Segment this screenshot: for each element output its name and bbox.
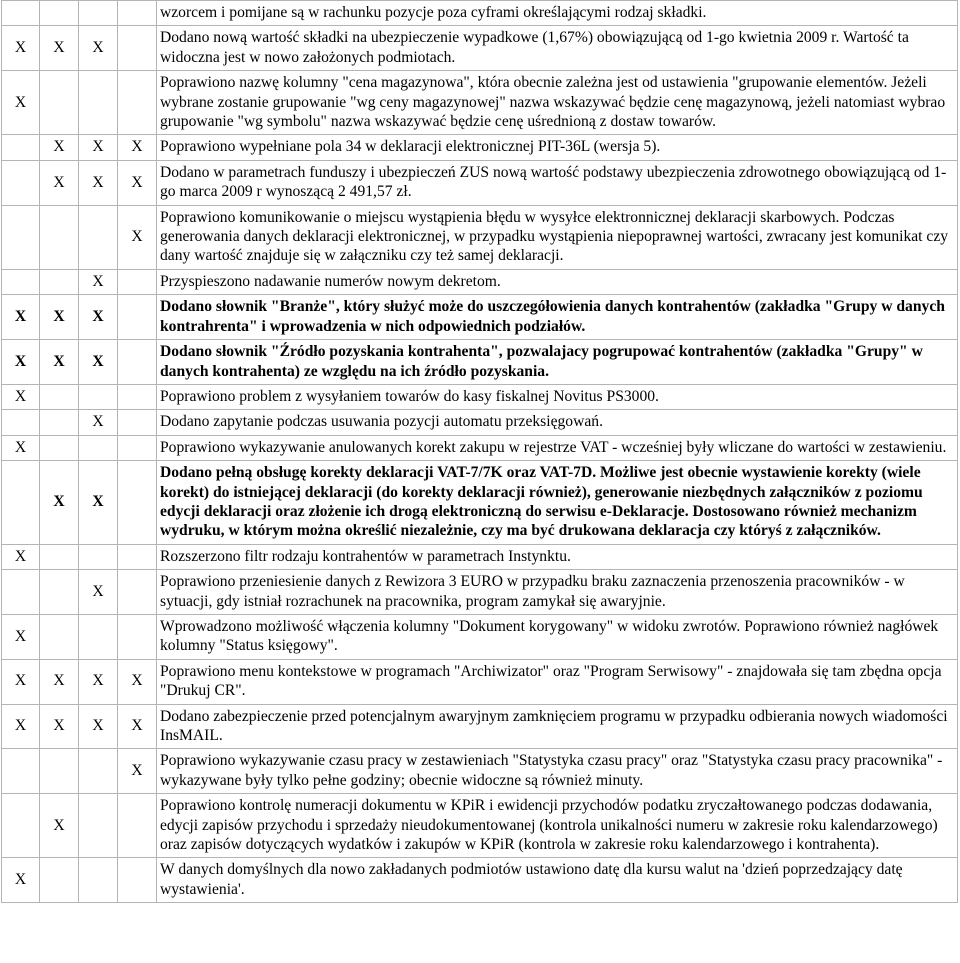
module-mark-col-3 xyxy=(79,858,118,903)
change-description: Poprawiono menu kontekstowe w programach "Archiwizator" oraz "Program Serwisowy" - znajdowała się tam zbędna opcja "Drukuj CR". xyxy=(157,659,958,704)
module-mark-col-3 xyxy=(79,71,118,135)
module-mark-col-1: X xyxy=(2,704,40,749)
module-mark-col-4: X xyxy=(118,704,157,749)
table-row xyxy=(2,269,958,294)
module-mark-col-1: X xyxy=(2,26,40,71)
change-description: Dodano słownik "Źródło pozyskania kontrahenta", pozwalajacy pogrupować kontrahentów (zakładka "Grupy" w danych kontrahenta) ze względu na ich źródło pozyskania. xyxy=(157,340,958,385)
table-row xyxy=(2,614,958,659)
module-mark-col-2 xyxy=(40,544,79,569)
module-mark-col-2 xyxy=(40,1,79,26)
module-mark-col-3 xyxy=(79,1,118,26)
change-description: Wprowadzono możliwość włączenia kolumny "Dokument korygowany" w widoku zwrotów. Poprawiono również nagłówek kolumny "Status księgowy". xyxy=(157,614,958,659)
change-description: Poprawiono kontrolę numeracji dokumentu w KPiR i ewidencji przychodów podatku zryczałtowanego podczas dodawania, edycji zapisów przychodu i sprzedaży nieudokumentowanej (kontrola unikalności numeru w zakresie roku kalendarzowego) oraz zapisów dotyczących wydatków i zakupów w KPiR (kontrola w zakresie roku kalendarzowego i kontrahenta). xyxy=(157,794,958,858)
module-mark-col-1: X xyxy=(2,614,40,659)
module-mark-col-1 xyxy=(2,160,40,205)
module-mark-col-2 xyxy=(40,269,79,294)
module-mark-col-1: X xyxy=(2,544,40,569)
table-row xyxy=(2,435,958,460)
module-mark-col-2: X xyxy=(40,461,79,545)
module-mark-col-2: X xyxy=(40,160,79,205)
module-mark-col-1: X xyxy=(2,71,40,135)
module-mark-col-2 xyxy=(40,858,79,903)
table-row xyxy=(2,295,958,340)
module-mark-col-3 xyxy=(79,794,118,858)
module-mark-col-3: X xyxy=(79,461,118,545)
module-mark-col-1: X xyxy=(2,858,40,903)
module-mark-col-4 xyxy=(118,794,157,858)
change-description: Przyspieszono nadawanie numerów nowym dekretom. xyxy=(157,269,958,294)
table-row xyxy=(2,461,958,545)
module-mark-col-1 xyxy=(2,749,40,794)
module-mark-col-4: X xyxy=(118,659,157,704)
module-mark-col-1 xyxy=(2,461,40,545)
module-mark-col-4 xyxy=(118,1,157,26)
module-mark-col-3 xyxy=(79,749,118,794)
change-description: Poprawiono przeniesienie danych z Rewizora 3 EURO w przypadku braku zaznaczenia przenoszenia pracowników - w sytuacji, gdy istniał rozrachunek na pracownika, program zamykał się awaryjnie. xyxy=(157,570,958,615)
module-mark-col-4 xyxy=(118,295,157,340)
change-description: Poprawiono wykazywanie czasu pracy w zestawieniach "Statystyka czasu pracy" oraz "Statystyka czasu pracy pracownika" - wykazywane były tylko pełne godziny; obecnie widoczne są również minuty. xyxy=(157,749,958,794)
module-mark-col-4 xyxy=(118,26,157,71)
module-mark-col-2 xyxy=(40,614,79,659)
change-description: Poprawiono nazwę kolumny "cena magazynowa", która obecnie zależna jest od ustawienia "grupowanie elementów. Jeżeli wybrane zostanie grupowanie "wg ceny magazynowej" nazwa wskazywać będzie cenę magazynową, jeżeli natomiast wybrao grupowanie "wg symbolu" nazwa wskazywać będzie cenę uśrednioną z dostaw towarów. xyxy=(157,71,958,135)
module-mark-col-2 xyxy=(40,435,79,460)
module-mark-col-2: X xyxy=(40,295,79,340)
table-row xyxy=(2,794,958,858)
module-mark-col-2: X xyxy=(40,704,79,749)
table-row xyxy=(2,749,958,794)
module-mark-col-4: X xyxy=(118,135,157,160)
module-mark-col-3: X xyxy=(79,570,118,615)
change-description: W danych domyślnych dla nowo zakładanych podmiotów ustawiono datę dla kursu walut na 'dzień poprzedzający datę wystawienia'. xyxy=(157,858,958,903)
module-mark-col-4 xyxy=(118,435,157,460)
module-mark-col-1 xyxy=(2,794,40,858)
module-mark-col-1 xyxy=(2,570,40,615)
change-description: Dodano zapytanie podczas usuwania pozycji automatu przeksięgowań. xyxy=(157,410,958,435)
table-row xyxy=(2,71,958,135)
module-mark-col-2 xyxy=(40,205,79,269)
module-mark-col-4 xyxy=(118,614,157,659)
module-mark-col-1: X xyxy=(2,659,40,704)
table-row xyxy=(2,384,958,409)
module-mark-col-3 xyxy=(79,435,118,460)
change-description: Dodano w parametrach funduszy i ubezpieczeń ZUS nową wartość podstawy ubezpieczenia zdrowotnego obowiązującą od 1-go marca 2009 r wynoszącą 2 491,57 zł. xyxy=(157,160,958,205)
module-mark-col-4: X xyxy=(118,749,157,794)
module-mark-col-2 xyxy=(40,749,79,794)
table-row xyxy=(2,570,958,615)
module-mark-col-1: X xyxy=(2,340,40,385)
module-mark-col-3: X xyxy=(79,26,118,71)
module-mark-col-3 xyxy=(79,614,118,659)
change-description: Dodano zabezpieczenie przed potencjalnym awaryjnym zamknięciem programu w przypadku odbierania nowych wiadomości InsMAIL. xyxy=(157,704,958,749)
module-mark-col-1 xyxy=(2,1,40,26)
table-row xyxy=(2,205,958,269)
table-row xyxy=(2,340,958,385)
module-mark-col-2 xyxy=(40,410,79,435)
module-mark-col-2: X xyxy=(40,659,79,704)
module-mark-col-3: X xyxy=(79,269,118,294)
table-row xyxy=(2,1,958,26)
module-mark-col-2 xyxy=(40,570,79,615)
module-mark-col-4: X xyxy=(118,160,157,205)
module-mark-col-2 xyxy=(40,384,79,409)
table-row xyxy=(2,704,958,749)
module-mark-col-1: X xyxy=(2,295,40,340)
module-mark-col-4 xyxy=(118,269,157,294)
change-description: Rozszerzono filtr rodzaju kontrahentów w parametrach Instynktu. xyxy=(157,544,958,569)
change-description: Dodano słownik "Branże", który służyć może do uszczegółowienia danych kontrahentów (zakładka "Grupy w danych kontrahrenta" i wprowadzenia w nich odpowiednich podziałów. xyxy=(157,295,958,340)
module-mark-col-4 xyxy=(118,410,157,435)
module-mark-col-3 xyxy=(79,384,118,409)
change-description: Dodano nową wartość składki na ubezpieczenie wypadkowe (1,67%) obowiązującą od 1-go kwietnia 2009 r. Wartość ta widoczna jest w nowo założonych podmiotach. xyxy=(157,26,958,71)
module-mark-col-3 xyxy=(79,544,118,569)
module-mark-col-4 xyxy=(118,544,157,569)
table-row xyxy=(2,544,958,569)
changelog-table xyxy=(1,0,958,903)
module-mark-col-4 xyxy=(118,71,157,135)
table-row xyxy=(2,135,958,160)
module-mark-col-3 xyxy=(79,205,118,269)
module-mark-col-1: X xyxy=(2,384,40,409)
table-row xyxy=(2,410,958,435)
table-row xyxy=(2,160,958,205)
module-mark-col-1 xyxy=(2,135,40,160)
module-mark-col-4 xyxy=(118,340,157,385)
module-mark-col-2: X xyxy=(40,340,79,385)
module-mark-col-2: X xyxy=(40,794,79,858)
module-mark-col-2: X xyxy=(40,135,79,160)
module-mark-col-3: X xyxy=(79,135,118,160)
module-mark-col-1: X xyxy=(2,435,40,460)
module-mark-col-3: X xyxy=(79,704,118,749)
module-mark-col-3: X xyxy=(79,410,118,435)
module-mark-col-1 xyxy=(2,205,40,269)
module-mark-col-3: X xyxy=(79,340,118,385)
module-mark-col-3: X xyxy=(79,160,118,205)
change-description: Dodano pełną obsługę korekty deklaracji VAT-7/7K oraz VAT-7D. Możliwe jest obecnie wystawienie korekty (wiele korekt) do istniejącej deklaracji (do korekty deklaracji również), generowanie niezbędnych załączników z poziomu edycji deklaracji oraz złożenie ich drogą elektroniczną do serwisu e-Deklaracje. Dostosowano również mechanizm wydruku, w którym można określić niezależnie, czy ma być drukowana deklaracja czy któryś z załączników. xyxy=(157,461,958,545)
changelog-body xyxy=(2,1,958,903)
table-row xyxy=(2,26,958,71)
module-mark-col-3: X xyxy=(79,659,118,704)
module-mark-col-4 xyxy=(118,570,157,615)
module-mark-col-2 xyxy=(40,71,79,135)
change-description: wzorcem i pomijane są w rachunku pozycje poza cyframi określającymi rodzaj składki. xyxy=(157,1,958,26)
change-description: Poprawiono wypełniane pola 34 w deklaracji elektronicznej PIT-36L (wersja 5). xyxy=(157,135,958,160)
change-description: Poprawiono wykazywanie anulowanych korekt zakupu w rejestrze VAT - wcześniej były wliczane do wartości w zestawieniu. xyxy=(157,435,958,460)
module-mark-col-4 xyxy=(118,461,157,545)
change-description: Poprawiono problem z wysyłaniem towarów do kasy fiskalnej Novitus PS3000. xyxy=(157,384,958,409)
module-mark-col-4 xyxy=(118,858,157,903)
module-mark-col-1 xyxy=(2,269,40,294)
module-mark-col-3: X xyxy=(79,295,118,340)
module-mark-col-1 xyxy=(2,410,40,435)
module-mark-col-4 xyxy=(118,384,157,409)
change-description: Poprawiono komunikowanie o miejscu wystąpienia błędu w wysyłce elektronnicznej deklaracji skarbowych. Podczas generowania danych deklaracji elektronicznej, w przypadku wystąpienia niepoprawnej wartości, zwracany jest komunikat czy dany wartość znajduje się w załączniku czy też samej deklaracji. xyxy=(157,205,958,269)
table-row xyxy=(2,659,958,704)
table-row xyxy=(2,858,958,903)
module-mark-col-4: X xyxy=(118,205,157,269)
module-mark-col-2: X xyxy=(40,26,79,71)
